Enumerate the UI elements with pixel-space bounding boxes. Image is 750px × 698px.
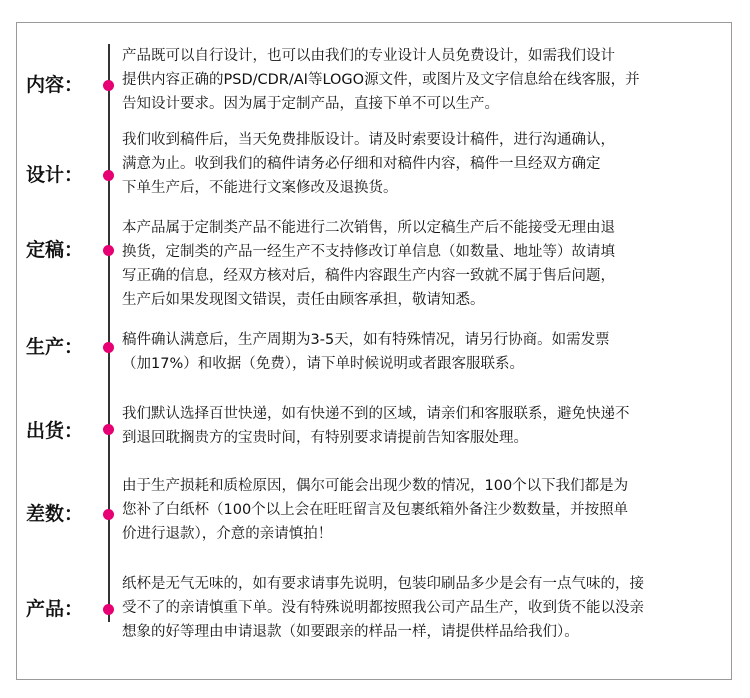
section-label: 内容：	[26, 74, 84, 96]
text-line: 由于生产损耗和质检原因，偶尔可能会出现少数的情况，100个以下我们都是为	[122, 478, 629, 494]
text-line: 满意为止。收到我们的稿件请务必仔细和对稿件内容，稿件一旦经双方确定	[122, 156, 601, 172]
section-label: 定稿：	[26, 239, 84, 261]
section-text	[122, 128, 732, 200]
section-text	[122, 328, 732, 376]
bullet-dot-icon	[103, 424, 114, 435]
bullet-dot-icon	[103, 245, 114, 256]
section-text	[122, 572, 732, 644]
text-line: 受不了的亲请慎重下单。没有特殊说明都按照我公司产品生产，收到货不能以没亲	[122, 600, 644, 616]
text-line: 到退回耽搁贵方的宝贵时间，有特别要求请提前告知客服处理。	[122, 430, 528, 446]
section-label: 生产：	[26, 336, 84, 358]
text-line: 您补了白纸杯（100个以上会在旺旺留言及包裹纸箱外备注少数数量，并按照单	[122, 502, 629, 518]
section-label: 设计：	[26, 164, 84, 186]
text-line: 我们收到稿件后，当天免费排版设计。请及时索要设计稿件，进行沟通确认，	[122, 132, 615, 148]
section-text	[122, 402, 732, 450]
text-line: 生产后如果发现图文错误，责任由顾客承担，敬请知悉。	[122, 292, 485, 308]
section-label: 差数：	[26, 503, 84, 525]
section-text	[122, 216, 732, 312]
section-label: 产品：	[26, 598, 84, 620]
text-line: （加17%）和收据（免费），请下单时候说明或者跟客服联系。	[122, 356, 524, 372]
bullet-dot-icon	[103, 170, 114, 181]
text-line: 价进行退款），介意的亲请慎拍！	[122, 526, 333, 542]
text-line: 提供内容正确的PSD/CDR/AI等LOGO源文件，或图片及文字信息给在线客服，并	[122, 72, 640, 88]
text-line: 换货，定制类的产品一经生产不支持修改订单信息（如数量、地址等）故请填	[122, 244, 615, 260]
text-line: 我们默认选择百世快递，如有快递不到的区域，请亲们和客服联系，避免快递不	[122, 406, 630, 422]
text-line: 稿件确认满意后，生产周期为3-5天，如有特殊情况，请另行协商。如需发票	[122, 332, 610, 348]
text-line: 本产品属于定制类产品不能进行二次销售，所以定稿生产后不能接受无理由退	[122, 220, 615, 236]
text-line: 告知设计要求。因为属于定制产品，直接下单不可以生产。	[122, 96, 499, 112]
text-line: 下单生产后，不能进行文案修改及退换货。	[122, 180, 398, 196]
text-line: 产品既可以自行设计，也可以由我们的专业设计人员免费设计，如需我们设计	[122, 48, 615, 64]
bullet-dot-icon	[103, 509, 114, 520]
bullet-dot-icon	[103, 80, 114, 91]
text-line: 想象的好等理由申请退款（如要跟亲的样品一样，请提供样品给我们）。	[122, 624, 579, 640]
bullet-dot-icon	[103, 604, 114, 615]
section-label: 出货：	[26, 420, 84, 442]
timeline-line	[108, 44, 110, 622]
text-line: 纸杯是无气无味的，如有要求请事先说明，包装印刷品多少是会有一点气味的，接	[122, 576, 644, 592]
section-text	[122, 474, 732, 546]
text-line: 写正确的信息，经双方核对后，稿件内容跟生产内容一致就不属于售后问题，	[122, 268, 615, 284]
bullet-dot-icon	[103, 342, 114, 353]
section-text	[122, 44, 732, 116]
